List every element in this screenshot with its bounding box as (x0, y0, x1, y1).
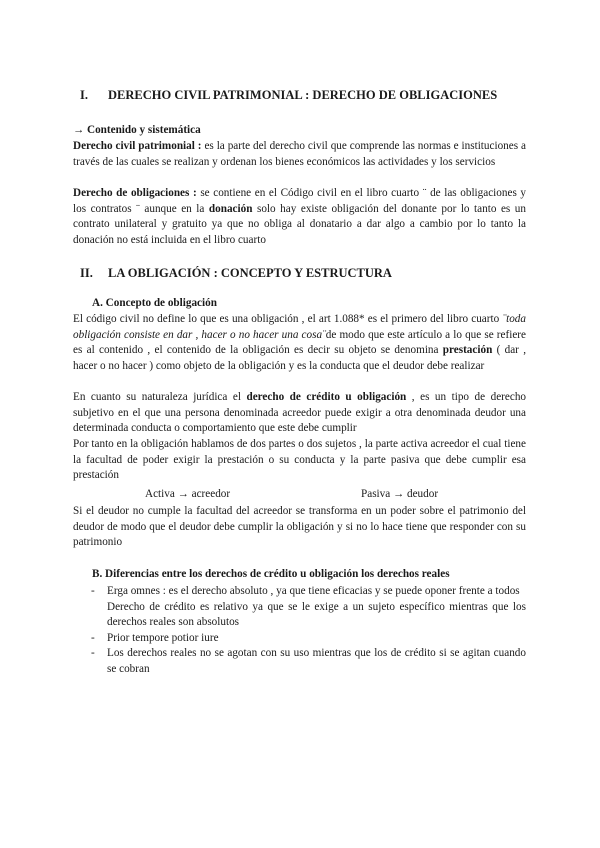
text: El código civil no define lo que es una obligación , el art 1.088* es el primero del libro cuarto (73, 313, 503, 325)
paragraph-derecho-civil-patrimonial (73, 139, 526, 170)
paragraph-partes (73, 437, 526, 484)
text: se contiene en el Código civil en el libro cuarto ¨ de las obligaciones y los contratos ¨ aunque en la (73, 187, 526, 215)
list-item (73, 631, 526, 647)
list-item (73, 646, 526, 677)
text: Prior tempore potior iure (107, 631, 219, 644)
paragraph-derecho-obligaciones (73, 186, 526, 248)
dash: - (91, 647, 95, 660)
text: solo hay existe obligación del donante por lo tanto es un contrato unilateral y gratuito ya que no obliga al donatario a dar algo a cambio por lo tanto la donación no está incluida en el libro cuarto (73, 202, 526, 246)
text: , es un tipo de derecho subjetivo en el que una persona denominada acreedor puede exigir a otra denominada deudor una determinada conducta o comportamiento que este debe cumplir (73, 391, 527, 435)
activa-label: Activa → acreedor (145, 488, 231, 500)
dash: - (91, 631, 95, 644)
section-2-title: LA OBLIGACIÓN : CONCEPTO Y ESTRUCTURA (108, 266, 392, 280)
term-donacion: donación (208, 202, 253, 215)
paragraph-naturaleza (73, 390, 526, 437)
content-heading: → Contenido y sistemática (73, 124, 201, 136)
section-2-numeral: II. (80, 266, 93, 280)
text: ( dar , hacer o no hacer ) como objeto de la obligación y es la conducta que el deudor debe realizar (73, 344, 526, 372)
section-1-title: DERECHO CIVIL PATRIMONIAL : DERECHO DE OBLIGACIONES (108, 88, 498, 102)
section-1-numeral: I. (80, 88, 88, 102)
text: es la parte del derecho civil que comprende las normas e instituciones a través de las cuales se realizan y ordenan los bienes económicos las actividades y los servicios (73, 140, 526, 168)
pasiva-label: Pasiva → deudor (361, 488, 439, 500)
text: Por tanto en la obligación hablamos de dos partes o dos sujetos , la parte activa acreedor el cual tiene la facultad de poder exigir la prestación o su conducta y la parte pasiva que debe cumplir esa prestación (73, 438, 526, 482)
subsection-b-heading: B. Diferencias entre los derechos de crédito u obligación los derechos reales (92, 568, 450, 580)
dash: - (91, 585, 95, 597)
text: Erga omnes : es el derecho absoluto , ya que tiene eficacias y se puede oponer frente a todos (107, 585, 520, 597)
text: En cuanto su naturaleza jurídica el (73, 391, 247, 403)
text: Los derechos reales no se agotan con su uso mientras que los de crédito si se agitan cuando se cobran (107, 647, 526, 675)
subsection-a-heading: A. Concepto de obligación (92, 297, 217, 309)
term-derecho-obligaciones: Derecho de obligaciones : (73, 187, 197, 199)
differences-list (73, 584, 526, 678)
paragraph-incumplimiento (73, 504, 526, 551)
list-item (73, 584, 526, 631)
quote-article: ¨toda obligación consiste en dar , hacer o no hacer una cosa¨ (73, 313, 526, 341)
text: Si el deudor no cumple la facultad del acreedor se transforma en un poder sobre el patrimonio del deudor de modo que el deudor debe cumplir la obligación y si no lo hace tiene que responder con su patrimonio (73, 505, 526, 549)
text: Derecho de crédito es relativo ya que se le exige a un sujeto específico mientras que los derechos reales son absolutos (107, 600, 526, 629)
term-derecho-civil-patrimonial: Derecho civil patrimonial : (73, 140, 202, 152)
text: de modo que este artículo a lo que se refiere es al contenido , el contenido de la obligación es decir su objeto se denomina (73, 328, 526, 357)
term-prestacion: prestación (442, 344, 493, 357)
paragraph-concepto (73, 312, 526, 374)
term-derecho-credito: derecho de crédito u obligación (246, 391, 407, 403)
